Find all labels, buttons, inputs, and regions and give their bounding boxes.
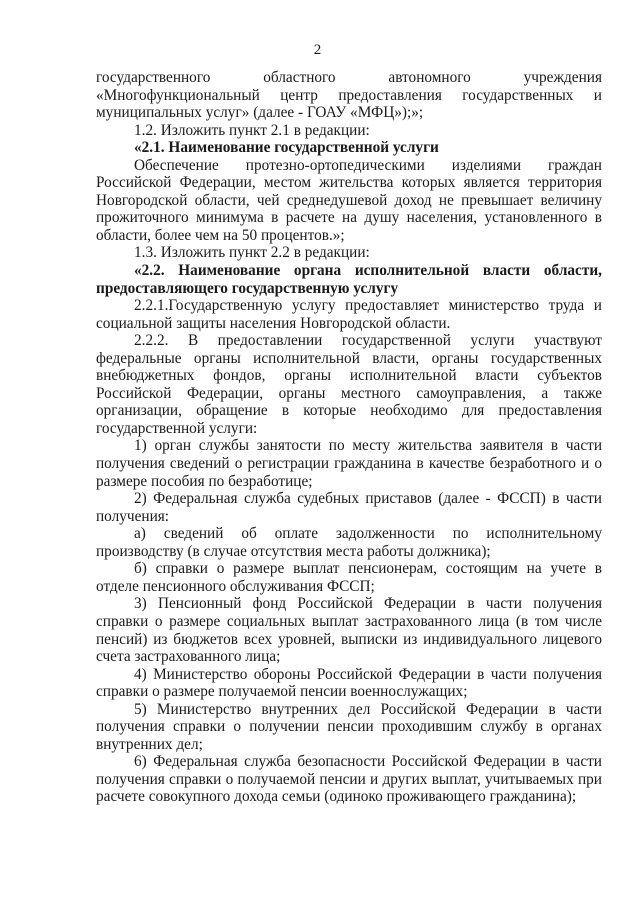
- heading-2-1: «2.1. Наименование государственной услуги: [134, 139, 439, 157]
- list-item-5: 5) Министерство внутренних дел Российской Федерации в части получения справки о получении пенсии проходившим службу в органах внутренних дел;: [96, 700, 602, 753]
- heading-2-2: «2.2. Наименование органа исполнительной власти области, предоставляющего государственную услугу: [96, 262, 602, 297]
- paragraph-item-1-2: 1.2. Изложить пункт 2.1 в редакции:: [134, 121, 370, 139]
- list-item-1: 1) орган службы занятости по месту жительства заявителя в части получения сведений о регистрации гражданина в качестве безработного и о размере пособия по безработице;: [96, 437, 602, 490]
- paragraph-2-2-2: 2.2.2. В предоставлении государственной услуги участвуют федеральные органы исполнительной власти, органы государственных внебюджетных фондов, органы исполнительной власти субъектов Российской Федерации, органы местного самоуправления, а также организации, обращение в которые необходимо для предоставления государственной услуги:: [96, 332, 602, 437]
- page-number: 2: [313, 42, 322, 58]
- list-item-2b: б) справки о размере выплат пенсионерам, состоящим на учете в отделе пенсионного обслуживания ФССП;: [96, 560, 602, 595]
- document-body: [96, 69, 602, 806]
- paragraph-item-1-3: 1.3. Изложить пункт 2.2 в редакции:: [134, 244, 370, 262]
- paragraph-2-2-1: 2.2.1.Государственную услугу предоставляет министерство труда и социальной защиты населения Новгородской области.: [96, 297, 602, 332]
- paragraph-service-description: Обеспечение протезно-ортопедическими изделиями граждан Российской Федерации, местом жительства которых является территория Новгородской области, чей среднедушевой доход не превышает величину прожиточного минимума в расчете на душу населения, установленного в области, более чем на 50 процентов.»;: [96, 156, 602, 244]
- list-item-3: 3) Пенсионный фонд Российской Федерации в части получения справки о размере социальных выплат застрахованного лица (в том числе пенсий) из бюджетов всех уровней, выписки из индивидуального лицевого счета застрахованного лица;: [96, 595, 602, 666]
- list-item-4: 4) Министерство обороны Российской Федерации в части получения справки о размере получаемой пенсии военнослужащих;: [96, 665, 602, 701]
- list-item-2a: а) сведений об оплате задолженности по исполнительному производству (в случае отсутствия места работы должника);: [96, 525, 602, 560]
- paragraph-goau-mfc: государственного областного автономного учреждения «Многофункциональный центр предоставления государственных и муниципальных услуг» (далее - ГОАУ «МФЦ»);»;: [96, 69, 602, 122]
- list-item-6: 6) Федеральная служба безопасности Российской Федерации в части получения справки о получаемой пенсии и других выплат, учитываемых при расчете совокупного дохода семьи (одиноко проживающего гражданина);: [96, 753, 602, 806]
- list-item-2: 2) Федеральная служба судебных приставов (далее - ФССП) в части получения:: [96, 490, 602, 525]
